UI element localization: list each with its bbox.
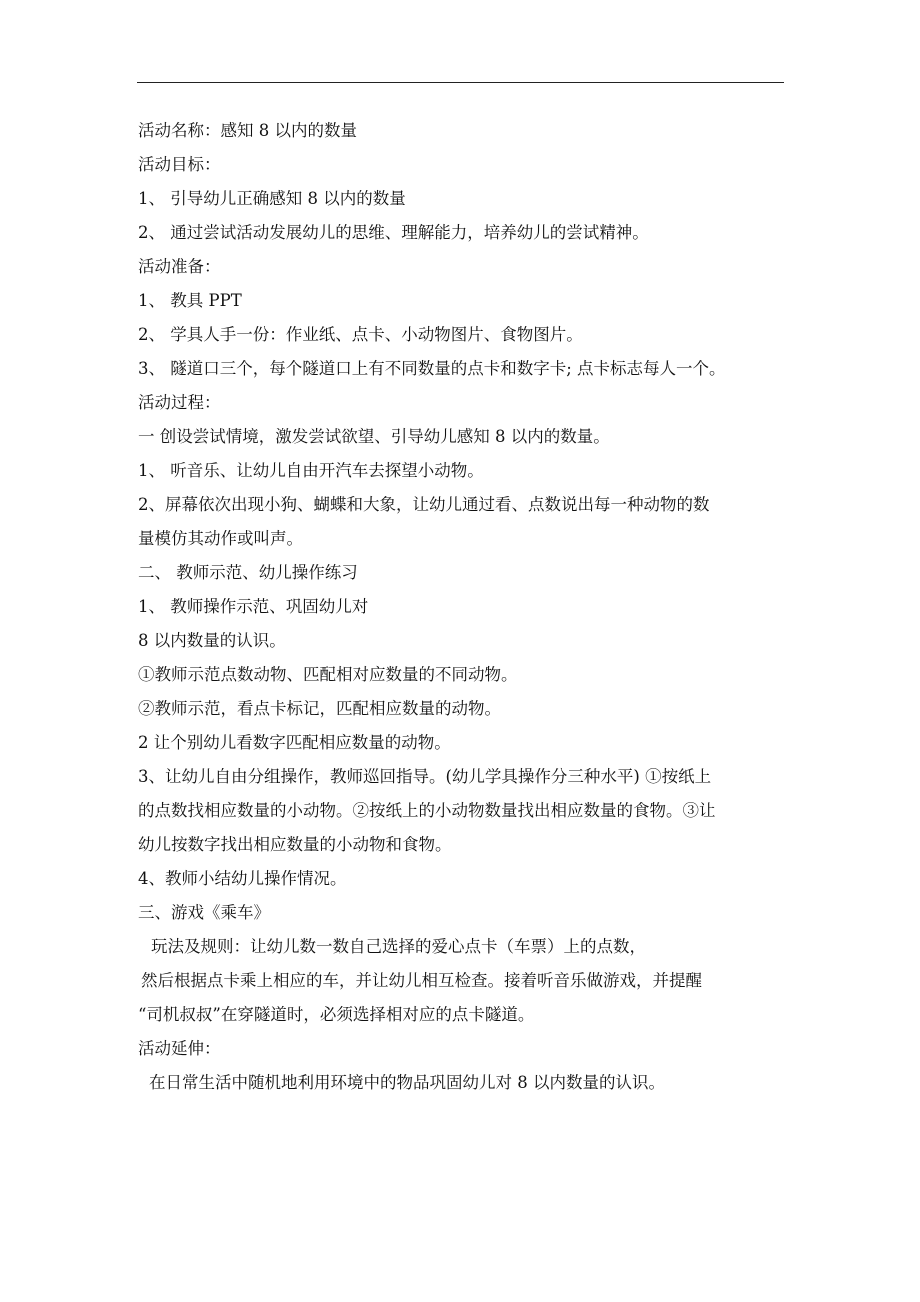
process-step-2-1-cont: 8 以内数量的认识。 (138, 631, 286, 650)
preparation-item-3: 3、 隧道口三个，每个隧道口上有不同数量的点卡和数字卡; 点卡标志每人一个。 (138, 359, 726, 378)
preparation-heading: 活动准备： (138, 257, 221, 276)
process-step-2-1-a: ①教师示范点数动物、匹配相对应数量的不同动物。 (138, 665, 518, 684)
game-rules-cont-1: 然后根据点卡乘上相应的车，并让幼儿相互检查。接着听音乐做游戏，并提醒 (141, 971, 702, 990)
game-rules: 玩法及规则：让幼儿数一数自己选择的爱心点卡（车票）上的点数， (151, 937, 646, 956)
goal-item-1: 1、 引导幼儿正确感知 8 以内的数量 (138, 189, 406, 208)
process-section-1: 一 创设尝试情境，激发尝试欲望、引导幼儿感知 8 以内的数量。 (138, 427, 610, 446)
process-step-1-1: 1、 听音乐、让幼儿自由开汽车去探望小动物。 (138, 461, 484, 480)
process-step-2-4: 4、教师小结幼儿操作情况。 (138, 869, 347, 888)
process-step-2-1-b: ②教师示范，看点卡标记，匹配相应数量的动物。 (138, 699, 501, 718)
preparation-item-1: 1、 教具 PPT (138, 291, 242, 310)
process-step-1-2: 2、屏幕依次出现小狗、蝴蝶和大象，让幼儿通过看、点数说出每一种动物的数 (138, 495, 710, 514)
process-section-2: 二、 教师示范、幼儿操作练习 (138, 563, 358, 582)
document-body (138, 114, 798, 1100)
extension-heading: 活动延伸： (138, 1039, 221, 1058)
preparation-item-2: 2、 学具人手一份：作业纸、点卡、小动物图片、食物图片。 (138, 325, 583, 344)
process-step-2-3-cont-1: 的点数找相应数量的小动物。②按纸上的小动物数量找出相应数量的食物。③让 (138, 801, 716, 820)
goal-item-2: 2、 通过尝试活动发展幼儿的思维、理解能力，培养幼儿的尝试精神。 (138, 223, 649, 242)
process-step-1-2-cont: 量模仿其动作或叫声。 (138, 529, 303, 548)
process-step-2-2: 2 让个别幼儿看数字匹配相应数量的动物。 (138, 733, 451, 752)
process-section-3: 三、游戏《乘车》 (138, 903, 270, 922)
extension-text: 在日常生活中随机地利用环境中的物品巩固幼儿对 8 以内数量的认识。 (149, 1073, 665, 1092)
process-heading: 活动过程： (138, 393, 221, 412)
header-rule (137, 82, 784, 83)
goals-heading: 活动目标： (138, 155, 221, 174)
process-step-2-1: 1、 教师操作示范、巩固幼儿对 (138, 597, 369, 616)
activity-name: 活动名称：感知 8 以内的数量 (138, 121, 357, 140)
game-rules-cont-2: “司机叔叔”在穿隧道时，必须选择相对应的点卡隧道。 (138, 1005, 535, 1024)
process-step-2-3-cont-2: 幼儿按数字找出相应数量的小动物和食物。 (138, 835, 452, 854)
process-step-2-3: 3、让幼儿自由分组操作，教师巡回指导。(幼儿学具操作分三种水平) ①按纸上 (138, 767, 712, 786)
